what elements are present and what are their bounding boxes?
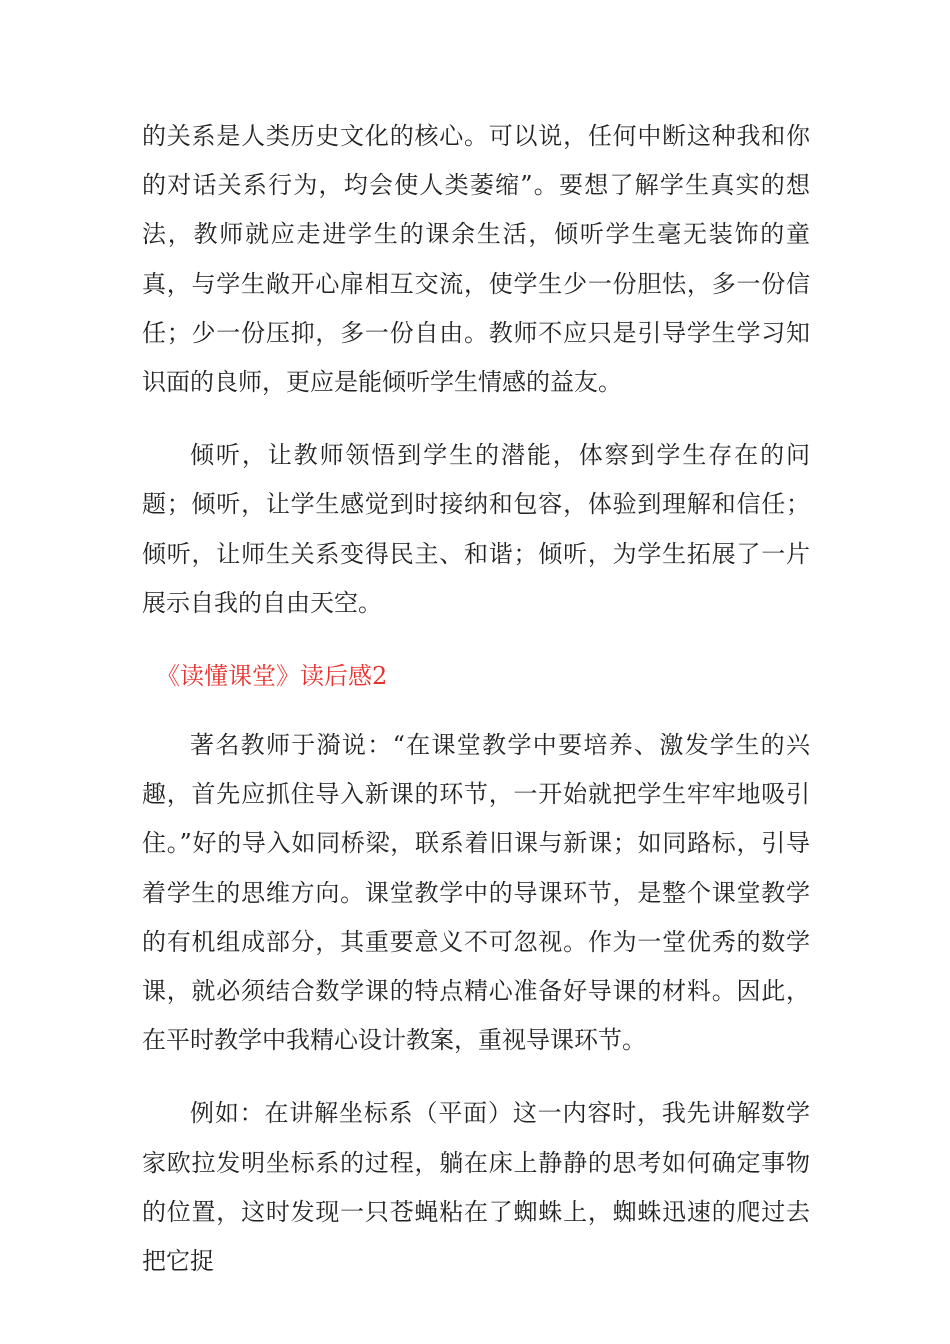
paragraph-1: 的关系是人类历史文化的核心。可以说，任何中断这种我和你的对话关系行为，均会使人类萎缩”。要想了解学生真实的想法，教师就应走进学生的课余生活，倾听学生毫无装饰的童真，与学生敞开心扉相互交流，使学生少一份胆怯，多一份信任；少一份压抑，多一份自由。教师不应只是引导学生学习知识面的良师，更应是能倾听学生情感的益友。 xyxy=(142,122,810,397)
paragraph-4: 例如：在讲解坐标系（平面）这一内容时，我先讲解数学家欧拉发明坐标系的过程，躺在床上静静的思考如何确定事物的位置，这时发现一只苍蝇粘在了蜘蛛上，蜘蛛迅速的爬过去把它捉 xyxy=(142,1099,810,1276)
paragraph-2: 倾听，让教师领悟到学生的潜能，体察到学生存在的问题；倾听，让学生感觉到时接纳和包容，体验到理解和信任；倾听，让师生关系变得民主、和谐；倾听，为学生拓展了一片展示自我的自由天空。 xyxy=(142,441,810,617)
document-body xyxy=(142,112,810,1286)
section-heading: 《读懂课堂》读后感2 xyxy=(156,662,388,691)
paragraph-3: 著名教师于漪说：“在课堂教学中要培养、激发学生的兴趣，首先应抓住导入新课的环节，一开始就把学生牢牢地吸引住。”好的导入如同桥梁，联系着旧课与新课；如同路标，引导着学生的思维方向。课堂教学中的导课环节，是整个课堂教学的有机组成部分，其重要意义不可忽视。作为一堂优秀的数学课，就必须结合数学课的特点精心准备好导课的材料。因此，在平时教学中我精心设计教案，重视导课环节。 xyxy=(142,731,810,1055)
